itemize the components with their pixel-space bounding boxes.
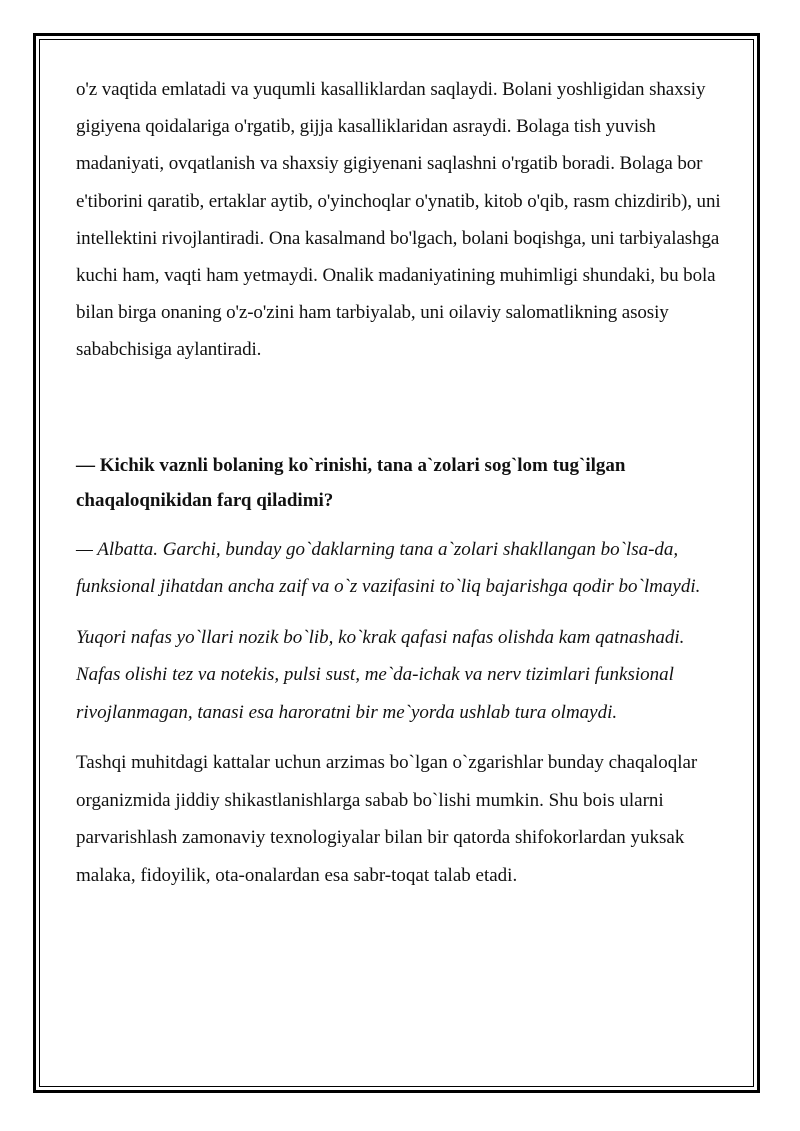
document-body <box>76 71 726 894</box>
interview-question: — Kichik vaznli bolaning ko`rinishi, tana a`zolari sog`lom tug`ilgan chaqaloqnikidan farq qiladimi? <box>76 454 626 511</box>
answer-details-paragraph: Yuqori nafas yo`llari nozik bo`lib, ko`krak qafasi nafas olishda kam qatnashadi. Nafas olishi tez va notekis, pulsi sust, me`da-ichak va nerv tizimlari funksional rivojlanmagan, tanasi esa haroratni bir me`yorda ushlab tura olmaydi. <box>76 626 685 723</box>
conclusion-paragraph: Tashqi muhitdagi kattalar uchun arzimas bo`lgan o`zgarishlar bunday chaqaloqlar organizmida jiddiy shikastlanishlarga sabab bo`lishi mumkin. Shu bois ularni parvarishlash zamonaviy texnologiyalar bilan bir qatorda shifokorlardan yuksak malaka, fidoyilik, ota-onalardan esa sabr-toqat talab etadi. <box>76 752 698 886</box>
interview-answer: — Albatta. Garchi, bunday go`daklarning tana a`zolari shakllangan bo`lsa-da, funksional jihatdan ancha zaif va o`z vazifasini to`liq bajarishga qodir bo`lmaydi. <box>76 538 701 598</box>
intro-paragraph: o'z vaqtida emlatadi va yuqumli kasalliklardan saqlaydi. Bolani yoshligidan shaxsiy gigiyena qoidalariga o'rgatib, gijja kasalliklaridan asraydi. Bolaga tish yuvish madaniyati, ovqatlanish va shaxsiy gigiyenani saqlashni o'rgatib boradi. Bolaga bor e'tiborini qaratib, ertaklar aytib, o'yinchoqlar o'ynatib, kitob o'qib, rasm chizdirib), uni intellektini rivojlantiradi. Ona kasalmand bo'lgach, bolani boqishga, uni tarbiyalashga kuchi ham, vaqti ham yetmaydi. Onalik madaniyatining muhimligi shundaki, bu bola bilan birga onaning o'z-o'zini ham tarbiyalab, uni oilaviy salomatlikning asosiy sababchisiga aylantiradi. <box>76 79 721 361</box>
